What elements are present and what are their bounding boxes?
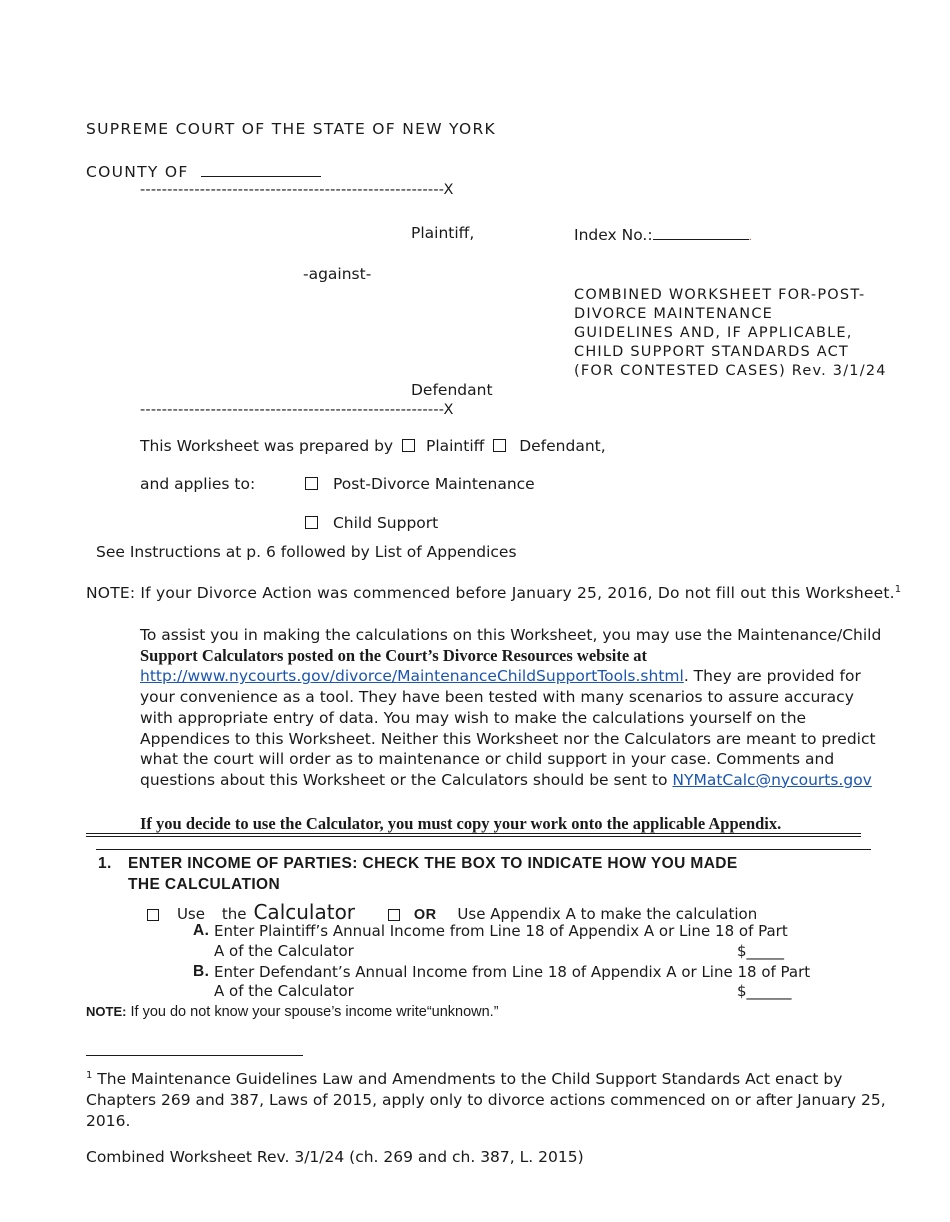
unknown-income-note (86, 1004, 499, 1020)
prepared-plaintiff: Plaintiff (425, 437, 485, 455)
title-line-4: CHILD SUPPORT STANDARDS ACT (574, 344, 849, 360)
item-a-label: A. (193, 922, 210, 939)
prepared-defendant: Defendant, (519, 437, 606, 455)
worksheet-title (574, 286, 887, 381)
county-row (86, 161, 321, 181)
section1-heading-line2: THE CALCULATION (128, 876, 281, 893)
footnote-mark: 1 (86, 1070, 93, 1081)
caption-line-bottom: --------------------------------------------------------X (140, 402, 454, 418)
footnote-ref: 1 (894, 584, 902, 595)
checkbox-defendant[interactable] (493, 439, 506, 452)
county-field[interactable] (201, 161, 321, 177)
defendant-label: Defendant (411, 381, 493, 399)
item-a-line1: Enter Plaintiff’s Annual Income from Line 18 of Appendix A or Line 18 of Part (214, 922, 788, 940)
email-link[interactable]: NYMatCalc@nycourts.gov (672, 770, 872, 789)
copy-notice: If you decide to use the Calculator, you must copy your work onto the applicable Appendix. (140, 814, 782, 833)
rule-middle (86, 836, 861, 837)
maintenance-label: Post-Divorce Maintenance (332, 475, 535, 493)
use-appendix-label: Use Appendix A to make the calculation (457, 905, 758, 923)
section1-heading-line1: ENTER INCOME OF PARTIES: CHECK THE BOX TO INDICATE HOW YOU MADE (128, 855, 738, 872)
footnote (86, 1065, 886, 1132)
checkbox-plaintiff[interactable] (402, 439, 415, 452)
section1-number: 1. (98, 855, 112, 872)
against-label: -against- (303, 265, 372, 283)
assist-part2: Support Calculators posted on the Court’s Divorce Resources website at (140, 645, 648, 665)
prepared-label: This Worksheet was prepared by (140, 437, 394, 455)
checkbox-appendix[interactable] (388, 909, 400, 921)
the-word: the (221, 905, 247, 923)
checkbox-calculator[interactable] (147, 909, 159, 921)
assist-paragraph (140, 625, 890, 791)
instructions-text: See Instructions at p. 6 followed by List of Appendices (96, 543, 517, 561)
county-label: COUNTY OF (86, 163, 189, 181)
title-line-5: (FOR CONTESTED CASES) Rev. 3/1/24 (574, 363, 887, 379)
plaintiff-income-field[interactable]: $_____ (737, 942, 785, 960)
defendant-income-field[interactable]: $______ (737, 982, 792, 1000)
option-child-support (305, 514, 438, 532)
index-field[interactable] (653, 224, 749, 240)
note-text: NOTE: If your Divorce Action was commenced before January 25, 2016, Do not fill out this Worksheet. (86, 584, 895, 603)
calculator-word: Calculator (253, 900, 356, 924)
rule-bottom (96, 849, 871, 850)
item-a-line2: A of the Calculator (214, 942, 354, 960)
index-marker: . (748, 232, 752, 243)
note-unknown-text: If you do not know your spouse’s income write“unknown.” (130, 1004, 499, 1020)
page-footer: Combined Worksheet Rev. 3/1/24 (ch. 269 and ch. 387, L. 2015) (86, 1148, 584, 1166)
index-row (574, 224, 752, 244)
item-b-label: B. (193, 963, 210, 980)
checkbox-child-support[interactable] (305, 516, 318, 529)
option-maintenance (305, 475, 535, 493)
prepared-row (140, 437, 606, 455)
footnote-separator (86, 1055, 303, 1056)
use-word: Use (176, 905, 205, 923)
applies-label: and applies to: (140, 475, 256, 493)
assist-part1: To assist you in making the calculations on this Worksheet, you may use the Maintenance/Child (140, 626, 882, 644)
court-name: SUPREME COURT OF THE STATE OF NEW YORK (86, 120, 497, 138)
divorce-resources-link[interactable]: http://www.nycourts.gov/divorce/MaintenanceChildSupportTools.shtml (140, 667, 684, 686)
plaintiff-label: Plaintiff, (411, 224, 475, 242)
title-line-1: COMBINED WORKSHEET FOR-POST- (574, 287, 866, 303)
child-support-label: Child Support (332, 514, 439, 532)
item-b-line2: A of the Calculator (214, 982, 354, 1000)
calc-method-row (147, 900, 757, 924)
title-line-3: GUIDELINES AND, IF APPLICABLE, (574, 325, 853, 341)
index-label: Index No.: (574, 226, 653, 244)
assist-part3: . They are provided for your convenience as a tool. They have been tested with many scenarios to assure accuracy with appropriate entry of data. You may wish to make the calculations yourself on the Appendices to this Worksheet. Neither this Worksheet nor the Calculators are meant to predict what the court will order as to maintenance or child support in your case. Comments and questions about this Worksheet or the Calculators should be sent to (140, 667, 876, 789)
checkbox-maintenance[interactable] (305, 477, 318, 490)
title-line-2: DIVORCE MAINTENANCE (574, 306, 774, 322)
caption-line-top: --------------------------------------------------------X (140, 182, 454, 198)
note-label: NOTE: (86, 1004, 127, 1019)
rule-top (86, 833, 861, 834)
note-divorce-date (86, 584, 901, 602)
item-b-line1: Enter Defendant’s Annual Income from Line 18 of Appendix A or Line 18 of Part (214, 963, 811, 981)
footnote-text: The Maintenance Guidelines Law and Amendments to the Child Support Standards Act enact by Chapters 269 and 387, Laws of 2015, apply only to divorce actions commenced on or after January 25, 2016. (86, 1070, 886, 1131)
or-word: OR (413, 907, 437, 923)
